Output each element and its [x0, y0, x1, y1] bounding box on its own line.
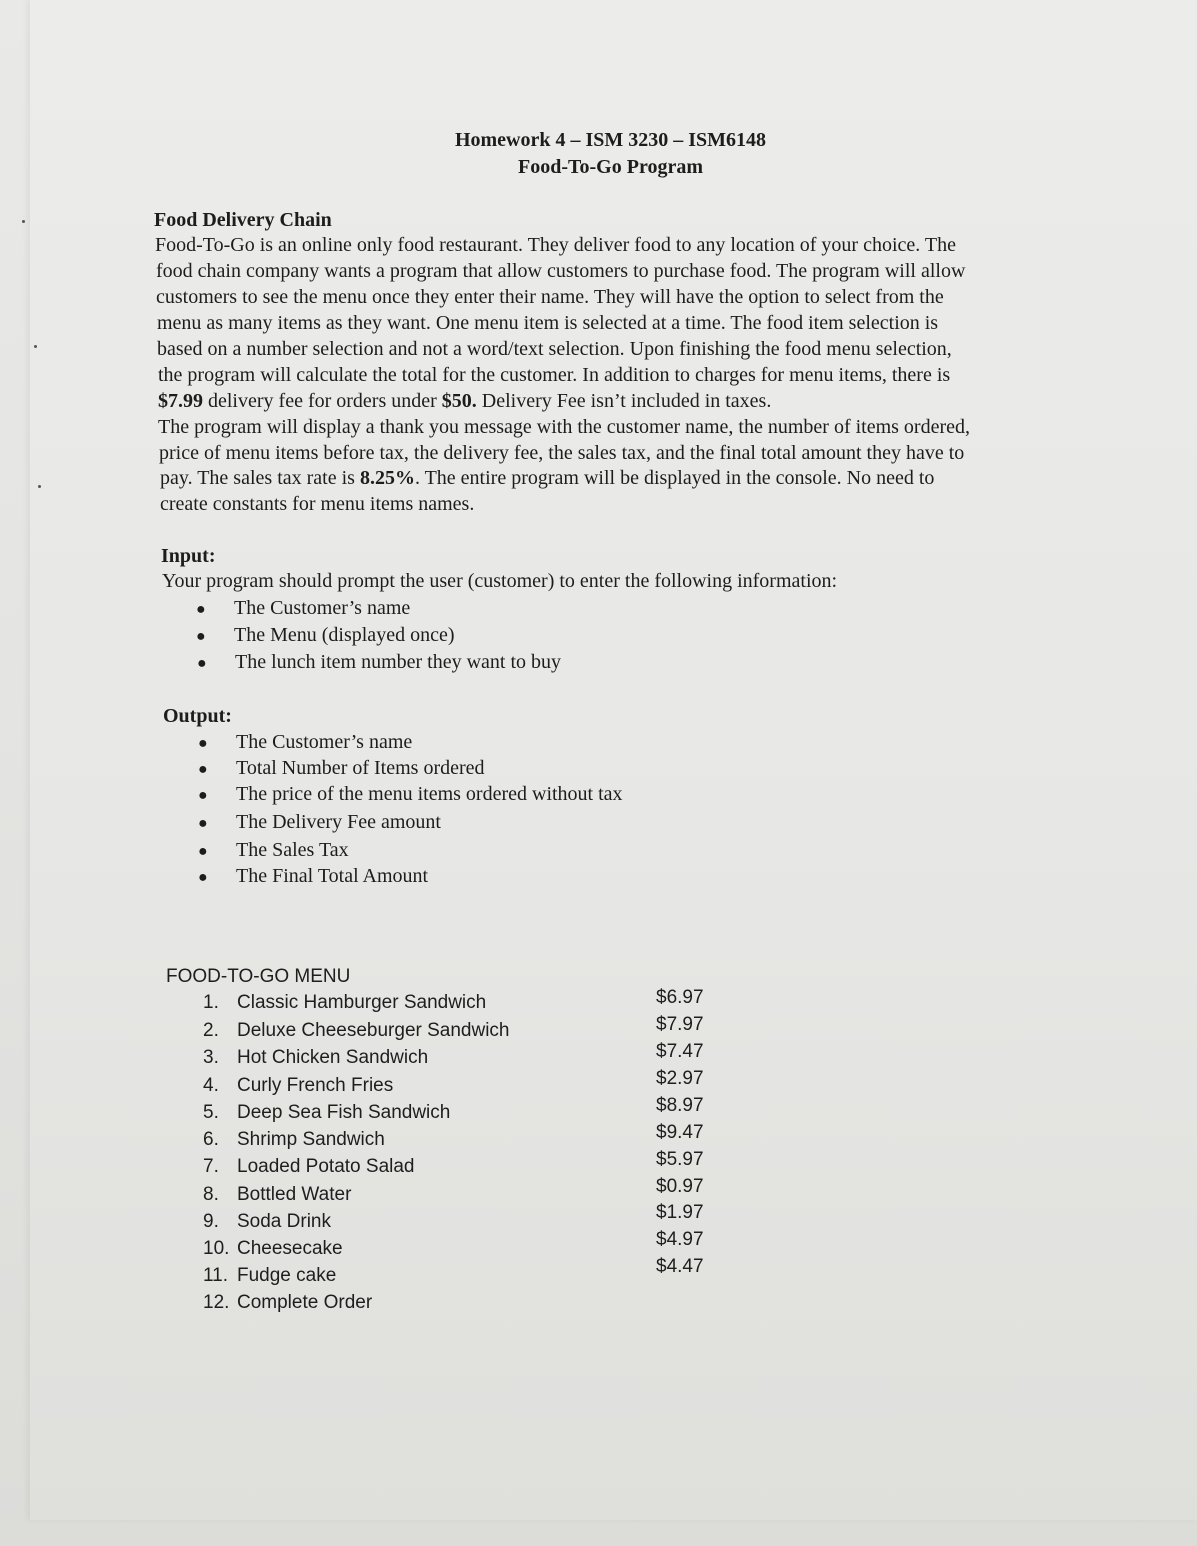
menu-item: 10. Cheesecake	[203, 1238, 343, 1259]
menu-price: $2.97	[656, 1068, 704, 1089]
list-item: ● The Customer’s name	[196, 597, 411, 619]
delivery-fee-amount: $7.99	[158, 390, 203, 412]
menu-title: FOOD-TO-GO MENU	[166, 966, 351, 987]
bullet-icon: ●	[198, 843, 208, 860]
menu-price: $8.97	[656, 1095, 704, 1116]
menu-price: $9.47	[656, 1122, 704, 1143]
menu-item: 11. Fudge cake	[203, 1265, 337, 1286]
menu-price: $1.97	[656, 1202, 704, 1223]
menu-item: 3. Hot Chicken Sandwich	[203, 1047, 429, 1068]
menu-price: $5.97	[656, 1149, 704, 1170]
list-item: ● The Menu (displayed once)	[196, 624, 455, 646]
list-item: ● The Delivery Fee amount	[198, 811, 441, 833]
menu-item: 12. Complete Order	[203, 1292, 373, 1313]
menu-price: $7.97	[656, 1014, 704, 1035]
menu-item: 2. Deluxe Cheeseburger Sandwich	[203, 1020, 510, 1041]
bullet-icon: ●	[197, 655, 207, 672]
list-item: ● The price of the menu items ordered without tax	[198, 783, 623, 805]
list-item: ● The lunch item number they want to buy	[197, 651, 562, 673]
paragraph-line: The program will display a thank you message with the customer name, the number of items ordered,	[158, 416, 971, 438]
menu-item: 1. Classic Hamburger Sandwich	[203, 992, 487, 1013]
bullet-icon: ●	[198, 761, 208, 778]
input-intro: Your program should prompt the user (customer) to enter the following information:	[162, 570, 838, 592]
paragraph-line: create constants for menu items names.	[160, 493, 475, 515]
document-title: Homework 4 – ISM 3230 – ISM6148	[454, 129, 767, 151]
paragraph-line: the program will calculate the total for the customer. In addition to charges for menu items, there is	[158, 364, 951, 386]
paragraph-line-fee	[158, 390, 771, 413]
bullet-icon: ●	[198, 735, 208, 752]
bullet-icon: ●	[198, 815, 208, 832]
menu-price: $0.97	[656, 1176, 704, 1197]
paper-speck	[22, 220, 25, 223]
paper-speck	[38, 485, 41, 488]
paragraph-line-tax	[160, 467, 934, 490]
menu-item: 4. Curly French Fries	[203, 1075, 394, 1096]
tax-text-end: . The entire program will be displayed in the console. No need to	[414, 467, 935, 489]
menu-item: 5. Deep Sea Fish Sandwich	[203, 1102, 451, 1123]
menu-item: 7. Loaded Potato Salad	[203, 1156, 415, 1177]
list-item: ● The Final Total Amount	[198, 865, 429, 887]
paragraph-line: customers to see the menu once they enter their name. They will have the option to select from the	[156, 286, 944, 308]
bullet-icon: ●	[196, 628, 206, 645]
document-subtitle: Food-To-Go Program	[518, 156, 703, 178]
section-heading-output: Output:	[163, 705, 232, 727]
menu-price: $7.47	[656, 1041, 704, 1062]
list-item: ● The Sales Tax	[198, 839, 349, 861]
paragraph-line: food chain company wants a program that allow customers to purchase food. The program will allow	[156, 260, 966, 282]
tax-text: pay. The sales tax rate is	[160, 467, 360, 489]
paper-speck	[34, 345, 37, 348]
fee-threshold: $50.	[441, 390, 477, 412]
menu-item: 8. Bottled Water	[203, 1184, 352, 1205]
fee-text: delivery fee for orders under	[203, 390, 442, 412]
paragraph-line: price of menu items before tax, the delivery fee, the sales tax, and the final total amount they have to	[159, 442, 965, 464]
fee-text-end: Delivery Fee isn’t included in taxes.	[476, 390, 772, 412]
bullet-icon: ●	[198, 787, 208, 804]
paragraph-line: based on a number selection and not a word/text selection. Upon finishing the food menu selection,	[157, 338, 952, 360]
paragraph-line: Food-To-Go is an online only food restaurant. They deliver food to any location of your choice. The	[155, 234, 956, 256]
list-item: ● Total Number of Items ordered	[198, 757, 485, 779]
bullet-icon: ●	[198, 869, 208, 886]
menu-item: 9. Soda Drink	[203, 1211, 331, 1232]
section-heading-food-delivery: Food Delivery Chain	[154, 209, 332, 231]
bullet-icon: ●	[196, 601, 206, 618]
menu-price: $6.97	[656, 987, 704, 1008]
menu-price: $4.47	[656, 1256, 704, 1277]
menu-price: $4.97	[656, 1229, 704, 1250]
sales-tax-rate: 8.25%	[359, 467, 415, 489]
list-item: ● The Customer’s name	[198, 731, 413, 753]
paragraph-line: menu as many items as they want. One menu item is selected at a time. The food item selection is	[157, 312, 939, 334]
menu-item: 6. Shrimp Sandwich	[203, 1129, 385, 1150]
section-heading-input: Input:	[161, 545, 216, 567]
